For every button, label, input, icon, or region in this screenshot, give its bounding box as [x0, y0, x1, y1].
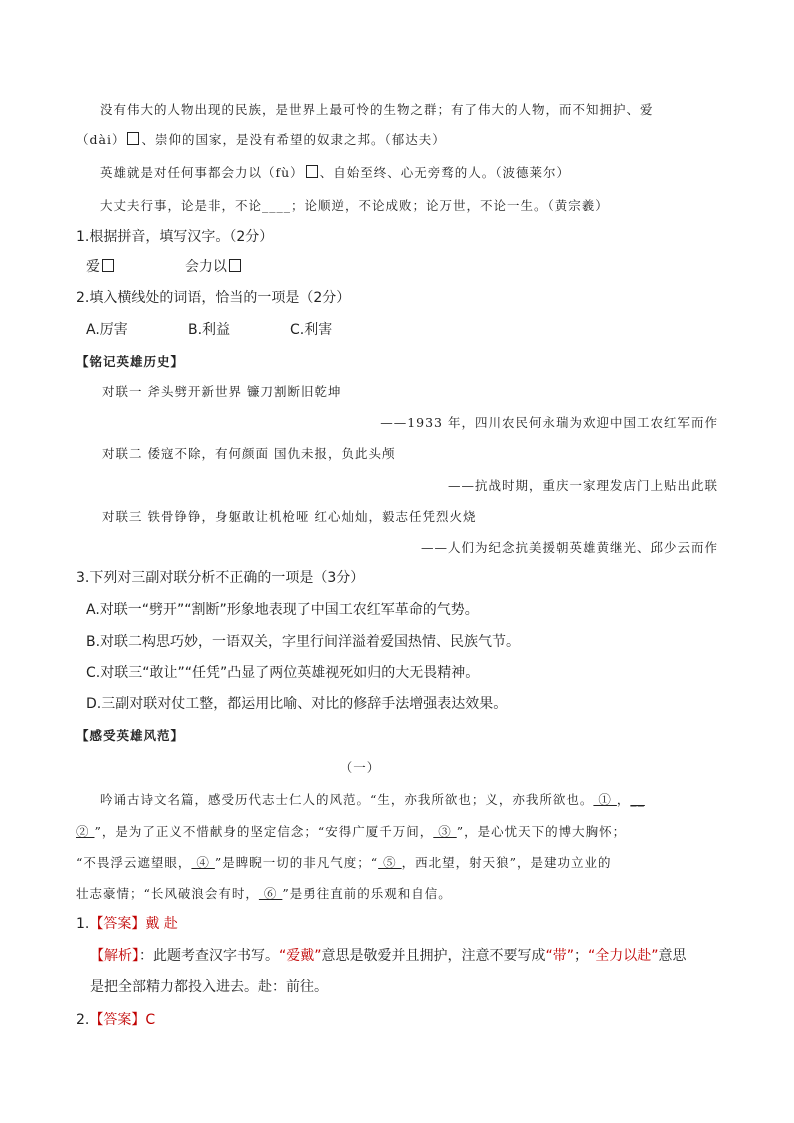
blank-6[interactable]: ⑥	[258, 886, 283, 901]
blank-box-1[interactable]	[127, 132, 139, 145]
question-3-title: 3.下列对三副对联分析不正确的一项是（3分）	[76, 570, 365, 586]
question-3-option-a[interactable]: A.对联一“劈开”“割断”形象地表现了中国工农红军革命的气势。	[86, 602, 479, 618]
couplet-2: 对联二 倭寇不除，有何颜面 国仇未报，负此头颅	[102, 446, 396, 461]
blank-2[interactable]: ②	[76, 824, 95, 839]
intro-paragraph-2	[100, 163, 570, 183]
poem-line-3	[76, 853, 612, 873]
poem-text: ”是睥睨一切的非凡气度；“	[214, 855, 379, 870]
explanation-text: 意思是敬爱并且拥护，注意不要写成	[321, 948, 546, 964]
intro-text: 、自始至终、心无旁骛的人。（波德莱尔）	[319, 165, 570, 180]
question-1-title: 1.根据拼音，填写汉字。（2分）	[76, 229, 274, 245]
blank-4[interactable]: ④	[191, 855, 215, 870]
fill-blank[interactable]: ____	[262, 198, 292, 213]
option-c[interactable]: C.利害	[290, 322, 333, 338]
poem-text: ，	[616, 792, 631, 807]
poem-text: ，西北望，射天狼”，是建功立业的	[401, 855, 612, 870]
explanation-text: ；	[574, 948, 589, 964]
explanation-quote: “全力以赴”	[588, 948, 659, 964]
poem-text: 吟诵古诗文名篇，感受历代志士仁人的风范。“生，亦我所欲也；义，亦我所欲也。	[100, 792, 594, 807]
poem-text: 壮志豪情；“长风破浪会有时，	[76, 886, 259, 901]
answer-text: C	[145, 1012, 156, 1028]
question-2-options	[86, 320, 332, 340]
explanation-1-line-2: 是把全部精力都投入进去。赴：前往。	[90, 979, 328, 995]
couplet-3-source: ——人们为纪念抗美援朝英雄黄继光、邱少云而作	[420, 540, 718, 555]
explanation-quote: “爱戴”	[279, 948, 322, 964]
pinyin-dai: （dài）	[76, 132, 126, 147]
answer-number: 1.	[76, 916, 90, 932]
answer-box[interactable]	[229, 259, 241, 272]
poem-line-2	[76, 822, 626, 842]
explanation-text: ：此题考查汉字书写。	[139, 948, 279, 964]
explanation-1-line-1	[90, 946, 687, 966]
answer-1	[76, 914, 178, 934]
answer-label: 【答案】	[89, 1012, 146, 1028]
explanation-label: 【解析】	[90, 948, 139, 964]
section-heading-demeanor: 【感受英雄风范】	[76, 728, 185, 743]
answer-number: 2.	[76, 1012, 90, 1028]
answer-box[interactable]	[102, 259, 114, 272]
item-ai: 爱	[86, 259, 100, 275]
poem-text: ”，是心忧天下的博大胸怀；	[456, 824, 627, 839]
intro-text: 大丈夫行事，论是非，不论	[100, 198, 263, 213]
poem-text: “不畏浮云遮望眼，	[76, 855, 192, 870]
question-2-title: 2.填入横线处的词语，恰当的一项是（2分）	[76, 290, 351, 306]
section-heading-history: 【铭记英雄历史】	[76, 354, 185, 369]
answer-2	[76, 1010, 155, 1030]
blank-1[interactable]: ①	[593, 792, 617, 807]
couplet-1-source: ——1933 年，四川农民何永瑞为欢迎中国工农红军而作	[380, 415, 718, 430]
question-3-option-d[interactable]: D.三副对联对仗工整，都运用比喻、对比的修辞手法增强表达效果。	[86, 696, 508, 712]
intro-text: 英雄就是对任何事都会力以（fù）	[100, 165, 304, 180]
option-a[interactable]: A.厉害	[86, 322, 128, 338]
option-b[interactable]: B.利益	[188, 322, 231, 338]
blank-5[interactable]: ⑤	[378, 855, 402, 870]
intro-paragraph-1-line-2	[76, 130, 446, 150]
question-3-option-b[interactable]: B.对联二构思巧妙，一语双关，字里行间洋溢着爱国热情、民族气节。	[86, 634, 521, 650]
intro-text: ；论顺逆，不论成败；论万世，不论一生。（黄宗羲）	[291, 198, 609, 213]
part-label: （一）	[339, 760, 381, 775]
question-1-items	[86, 257, 243, 277]
couplet-2-source: ——抗战时期，重庆一家理发店门上贴出此联	[447, 478, 718, 493]
poem-line-4	[76, 884, 452, 904]
couplet-1: 对联一 斧头劈开新世界 镰刀割断旧乾坤	[102, 384, 342, 399]
explanation-quote: “带”	[545, 948, 575, 964]
poem-line-1	[100, 790, 645, 810]
answer-label: 【答案】	[89, 916, 146, 932]
poem-text: ”，是为了正义不惜献身的坚定信念；“安得广厦千万间，	[94, 824, 434, 839]
item-hui-li-yi: 会力以	[184, 259, 227, 275]
poem-text: ”是勇往直前的乐观和自信。	[282, 886, 452, 901]
intro-paragraph-3	[100, 196, 609, 216]
blank-box-2[interactable]	[306, 165, 318, 178]
blank-2-start[interactable]: __	[630, 792, 645, 807]
blank-3[interactable]: ③	[433, 824, 457, 839]
intro-paragraph-1-line-1: 没有伟大的人物出现的民族，是世界上最可怜的生物之群；有了伟大的人物，而不知拥护、爱	[100, 102, 654, 117]
explanation-text: 意思	[658, 948, 687, 964]
couplet-3: 对联三 铁骨铮铮，身躯敢让机枪哑 红心灿灿，毅志任凭烈火烧	[102, 509, 477, 524]
question-3-option-c[interactable]: C.对联三“敢让”“任凭”凸显了两位英雄视死如归的大无畏精神。	[86, 665, 480, 681]
intro-text: 、崇仰的国家，是没有希望的奴隶之邦。（郁达夫）	[141, 132, 446, 147]
answer-text: 戴 赴	[145, 916, 178, 932]
